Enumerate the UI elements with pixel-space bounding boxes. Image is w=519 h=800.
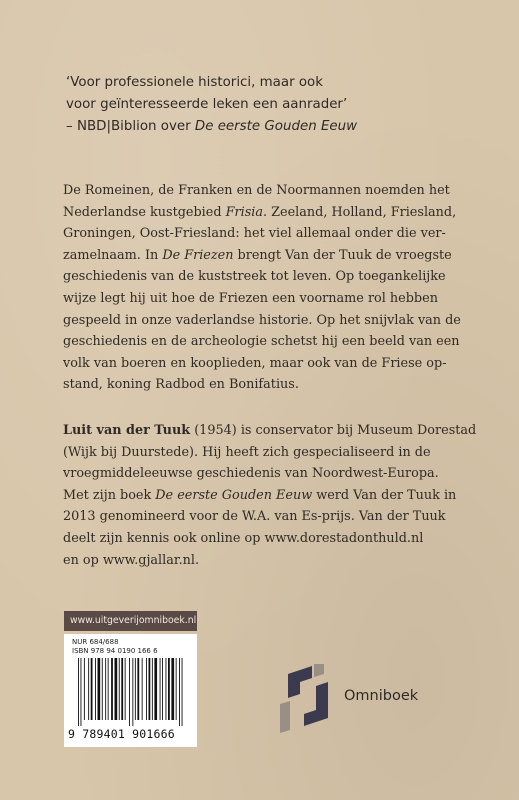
author-bio bbox=[63, 420, 483, 571]
description-text: . Zeeland, Holland, Friesland, bbox=[263, 204, 457, 220]
bio-line bbox=[63, 485, 483, 507]
bio-line: vroegmiddeleeuwse geschiedenis van Noordwest-Europa. bbox=[63, 466, 439, 482]
description-line bbox=[63, 245, 483, 267]
barcode-panel bbox=[64, 634, 197, 747]
barcode-digits: 9 789401 901666 bbox=[68, 727, 175, 741]
bio-text: Met zijn boek bbox=[63, 487, 156, 503]
description-text: brengt Van der Tuuk de vroegste bbox=[233, 247, 452, 263]
review-quote bbox=[66, 72, 486, 138]
bio-italic: De eerste Gouden Eeuw bbox=[155, 487, 313, 503]
bio-text: (1954) is conservator bij Museum Dorestad bbox=[190, 423, 477, 438]
description-line bbox=[63, 202, 483, 224]
quote-source-title: De eerste Gouden Eeuw bbox=[194, 119, 358, 134]
omniboek-logo-icon bbox=[278, 664, 338, 736]
publisher-website: www.uitgeverijomniboek.nl bbox=[64, 611, 197, 631]
bio-line bbox=[63, 420, 483, 442]
description-line: geschiedenis en de archeologie schetst hij een beeld van een bbox=[63, 334, 460, 350]
isbn-code: ISBN 978 94 0190 166 6 bbox=[72, 647, 158, 655]
description-line: volk van boeren en kooplieden, maar ook van de Friese op- bbox=[63, 355, 447, 371]
book-description bbox=[63, 180, 483, 396]
author-name: Luit van der Tuuk bbox=[63, 423, 191, 438]
description-italic: De Friezen bbox=[162, 247, 234, 263]
bio-text: werd Van der Tuuk in bbox=[312, 487, 457, 503]
description-line: geschiedenis van de kuststreek tot leven. Op toegankelijke bbox=[63, 269, 446, 285]
description-line: stand, koning Radbod en Bonifatius. bbox=[63, 377, 299, 393]
quote-line-2: voor geïnteresseerde leken een aanrader’ bbox=[66, 97, 348, 112]
description-italic: Frisia bbox=[225, 204, 263, 220]
bio-line: deelt zijn kennis ook online op www.dorestadonthuld.nl bbox=[63, 530, 424, 546]
barcode-icon bbox=[76, 658, 186, 726]
description-text: zamelnaam. In bbox=[63, 247, 163, 263]
quote-line-1: ‘Voor professionele historici, maar ook bbox=[66, 75, 323, 90]
description-line: De Romeinen, de Franken en de Noormannen noemden het bbox=[63, 183, 450, 198]
description-text: Nederlandse kustgebied bbox=[63, 204, 226, 220]
bio-line: en op www.gjallar.nl. bbox=[63, 552, 200, 568]
bio-line: (Wijk bij Duurstede). Hij heeft zich gespecialiseerd in de bbox=[63, 444, 431, 460]
publisher-logo-text: Omniboek bbox=[344, 688, 419, 704]
bio-line: 2013 genomineerd voor de W.A. van Es-prijs. Van der Tuuk bbox=[63, 509, 446, 525]
quote-source bbox=[66, 116, 486, 138]
description-line: Groningen, Oost-Friesland: het viel allemaal onder die ver- bbox=[63, 226, 446, 242]
description-line: gespeeld in onze vaderlandse historie. Op het snijvlak van de bbox=[63, 312, 461, 328]
nur-code: NUR 684/688 bbox=[72, 638, 119, 646]
description-line: wijze legt hij uit hoe de Friezen een voorname rol hebben bbox=[63, 290, 438, 306]
quote-source-prefix: – NBD|Biblion over bbox=[66, 119, 195, 134]
